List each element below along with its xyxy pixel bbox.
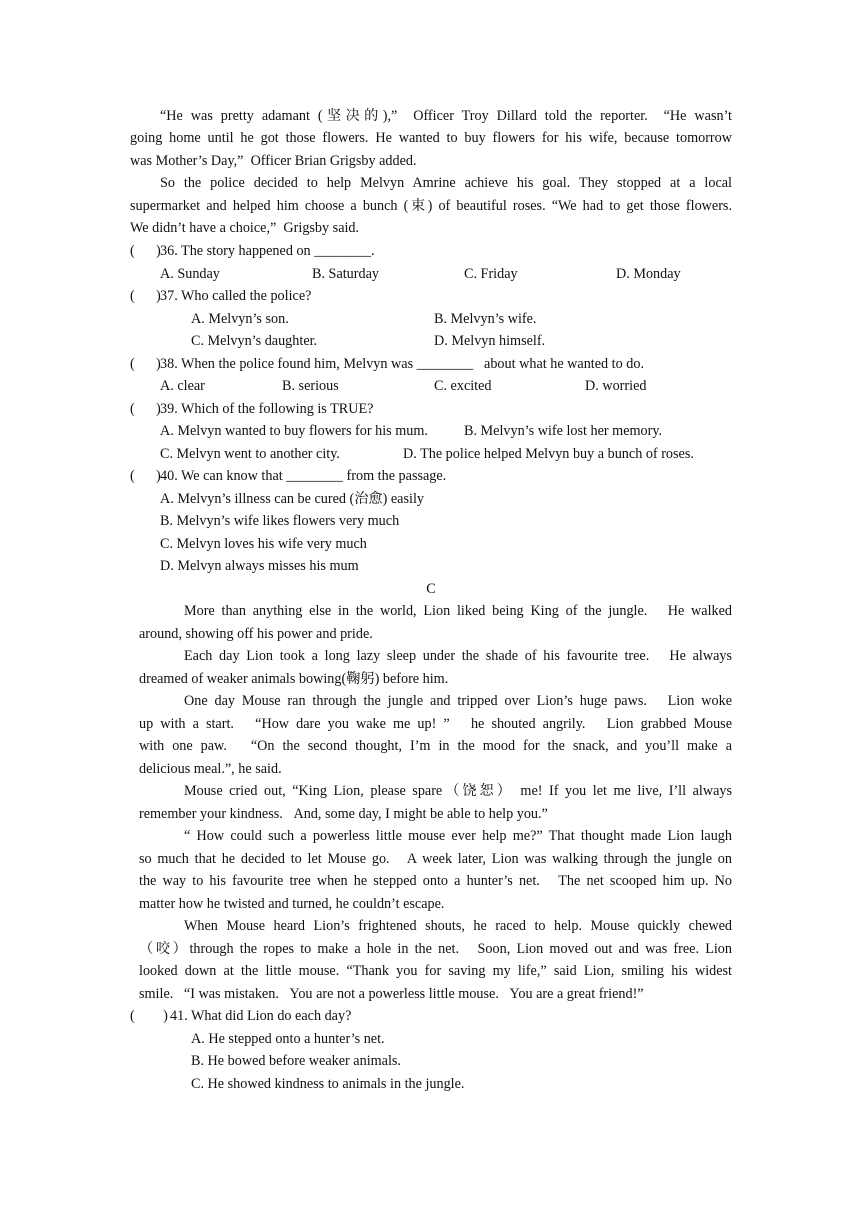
passage-b-p2-line-1: So the police decided to help Melvyn Amrine achieve his goal. They stopped at a local [160, 175, 732, 191]
q37-option-a: A. Melvyn’s son. [191, 311, 289, 327]
answer-paren: ( ) [130, 401, 161, 417]
passage-b-p1-line-3: was Mother’s Day,” Officer Brian Grigsby added. [130, 153, 417, 169]
question-37-stem: 37. Who called the police? [160, 288, 312, 304]
c-p3-line-2: up with a start. “How dare you wake me up! ” he shouted angrily. Lion grabbed Mouse [139, 716, 732, 732]
q37-option-b: B. Melvyn’s wife. [434, 311, 537, 327]
passage-b-p2-line-2: supermarket and helped him choose a bunch (束) of beautiful roses. “We had to get those flowers. [130, 198, 732, 214]
answer-paren: ( ) [130, 288, 161, 304]
answer-paren: ( ) [130, 243, 161, 259]
q39-option-b: B. Melvyn’s wife lost her memory. [464, 423, 663, 439]
q40-option-d: D. Melvyn always misses his mum [160, 558, 359, 574]
question-38-stem: 38. When the police found him, Melvyn was ________ about what he wanted to do. [160, 356, 644, 372]
c-p5-line-3: the way to his favourite tree when he stepped onto a hunter’s net. The net scooped him up. No [139, 873, 732, 889]
c-p5-line-2: so much that he decided to let Mouse go. A week later, Lion was walking through the jungle on [139, 851, 732, 867]
q36-option-d: D. Monday [616, 266, 681, 282]
q40-option-c: C. Melvyn loves his wife very much [160, 536, 367, 552]
q39-option-a: A. Melvyn wanted to buy flowers for his mum. [160, 423, 428, 439]
q40-option-a: A. Melvyn’s illness can be cured (治愈) easily [160, 491, 424, 507]
c-p2-line-2: dreamed of weaker animals bowing(鞠躬) before him. [139, 671, 449, 687]
c-p5-line-1: “ How could such a powerless little mouse ever help me?” That thought made Lion laugh [184, 828, 732, 844]
q41-option-b: B. He bowed before weaker animals. [191, 1053, 401, 1069]
q36-option-b: B. Saturday [312, 266, 379, 282]
c-p6-line-2: （咬）through the ropes to make a hole in the net. Soon, Lion moved out and was free. Lion [139, 941, 732, 957]
answer-paren: ( ) [130, 1008, 168, 1024]
q39-option-d: D. The police helped Melvyn buy a bunch of roses. [403, 446, 694, 462]
q37-option-d: D. Melvyn himself. [434, 333, 546, 349]
passage-b-p1-line-2: going home until he got those flowers. He wanted to buy flowers for his wife, because tomorrow [130, 130, 732, 146]
c-p1-line-1: More than anything else in the world, Lion liked being King of the jungle. He walked [184, 603, 732, 619]
q40-option-b: B. Melvyn’s wife likes flowers very much [160, 513, 400, 529]
c-p5-line-4: matter how he twisted and turned, he couldn’t escape. [139, 896, 445, 912]
c-p3-line-1: One day Mouse ran through the jungle and tripped over Lion’s huge paws. Lion woke [184, 693, 732, 709]
q41-option-c: C. He showed kindness to animals in the jungle. [191, 1076, 465, 1092]
answer-paren: ( ) [130, 356, 161, 372]
q41-option-a: A. He stepped onto a hunter’s net. [191, 1031, 385, 1047]
passage-b-p2-line-3: We didn’t have a choice,” Grigsby said. [130, 220, 360, 236]
question-41-stem: 41. What did Lion do each day? [170, 1008, 352, 1024]
q36-option-a: A. Sunday [160, 266, 220, 282]
c-p6-line-4: smile. “I was mistaken. You are not a powerless little mouse. You are a great friend!” [139, 986, 644, 1002]
q39-option-c: C. Melvyn went to another city. [160, 446, 340, 462]
q37-option-c: C. Melvyn’s daughter. [191, 333, 318, 349]
question-40-stem: 40. We can know that ________ from the passage. [160, 468, 447, 484]
q38-option-b: B. serious [282, 378, 339, 394]
c-p6-line-1: When Mouse heard Lion’s frightened shouts, he raced to help. Mouse quickly chewed [184, 918, 732, 934]
c-p3-line-4: delicious meal.”, he said. [139, 761, 282, 777]
q36-option-c: C. Friday [464, 266, 518, 282]
q38-option-a: A. clear [160, 378, 205, 394]
c-p2-line-1: Each day Lion took a long lazy sleep under the shade of his favourite tree. He always [184, 648, 732, 664]
c-p6-line-3: looked down at the little mouse. “Thank you for saving my life,” said Lion, smiling his widest [139, 963, 732, 979]
question-39-stem: 39. Which of the following is TRUE? [160, 401, 374, 417]
section-c-heading: C [426, 581, 436, 597]
c-p3-line-3: with one paw. “On the second thought, I’m in the mood for the snack, and you’ll make a [139, 738, 732, 754]
c-p4-line-2: remember your kindness. And, some day, I might be able to help you.” [139, 806, 548, 822]
q38-option-d: D. worried [585, 378, 647, 394]
question-36-stem: 36. The story happened on ________. [160, 243, 375, 259]
c-p1-line-2: around, showing off his power and pride. [139, 626, 373, 642]
passage-b-p1-line-1: “He was pretty adamant (坚决的),” Officer Troy Dillard told the reporter. “He wasn’t [160, 108, 732, 124]
c-p4-line-1: Mouse cried out, “King Lion, please spare（饶恕） me! If you let me live, I’ll always [184, 783, 732, 799]
q38-option-c: C. excited [434, 378, 492, 394]
answer-paren: ( ) [130, 468, 161, 484]
